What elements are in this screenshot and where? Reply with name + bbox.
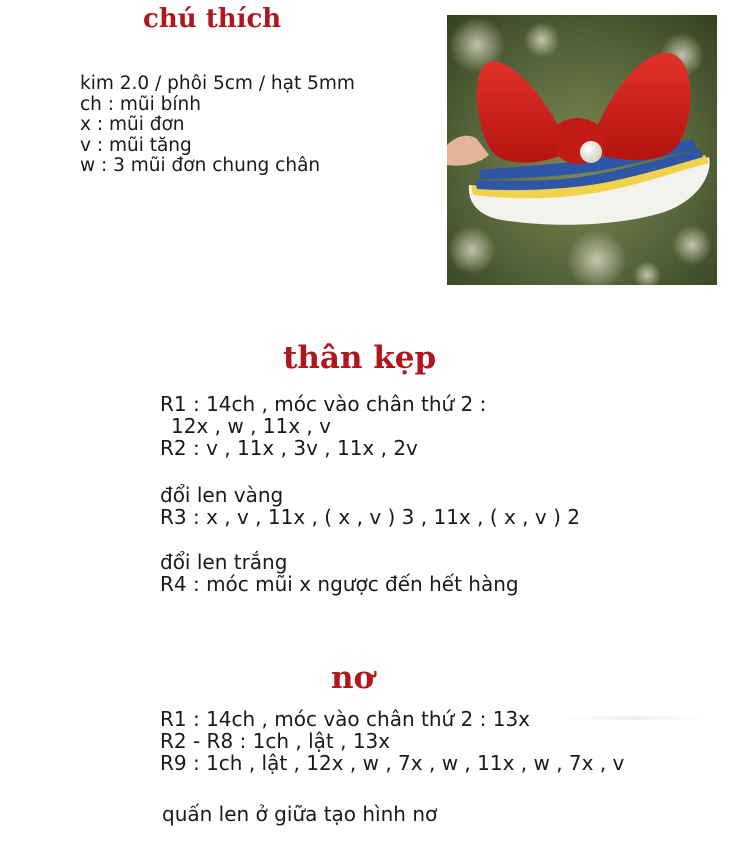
pattern-row: R1 : 14ch , móc vào chân thứ 2 : 13x <box>160 707 530 731</box>
clip-body-yellow-section <box>160 484 580 528</box>
pattern-row: R2 - R8 : 1ch , lật , 13x <box>160 729 391 753</box>
legend-line: w : 3 mũi đơn chung chân <box>80 155 321 176</box>
legend-title: chú thích <box>143 4 282 34</box>
red-crochet-bow-icon <box>447 15 717 285</box>
pattern-row: R4 : móc mũi x ngược đến hết hàng <box>160 572 519 596</box>
faint-watermark-line <box>560 716 710 720</box>
clip-body-title: thân kẹp <box>283 340 437 376</box>
legend-list <box>80 74 355 177</box>
legend-line: v : mũi tăng <box>80 134 192 156</box>
legend-line: ch : mũi bính <box>80 93 201 115</box>
bow-finish-note <box>162 803 437 825</box>
pattern-row: R1 : 14ch , móc vào chân thứ 2 : <box>160 392 487 416</box>
legend-line: kim 2.0 / phôi 5cm / hạt 5mm <box>80 73 355 94</box>
pattern-row: R9 : 1ch , lật , 12x , w , 7x , w , 11x , w , 7x , v <box>160 751 625 775</box>
finishing-instruction: quấn len ở giữa tạo hình nơ <box>162 802 438 826</box>
pattern-row: R3 : x , v , 11x , ( x , v ) 3 , 11x , ( x , v ) 2 <box>160 505 580 529</box>
pattern-row: R2 : v , 11x , 3v , 11x , 2v <box>160 436 418 460</box>
bow-title: nơ <box>331 660 375 696</box>
color-change-note: đổi len trắng <box>160 550 288 574</box>
clip-body-white-section <box>160 551 519 595</box>
color-change-note: đổi len vàng <box>160 483 284 507</box>
legend-line: x : mũi đơn <box>80 114 185 135</box>
pattern-row: 12x , w , 11x , v <box>171 414 331 438</box>
bow-rows <box>160 708 624 774</box>
bow-clip-photo <box>447 15 717 285</box>
clip-body-rows-start <box>160 393 486 459</box>
